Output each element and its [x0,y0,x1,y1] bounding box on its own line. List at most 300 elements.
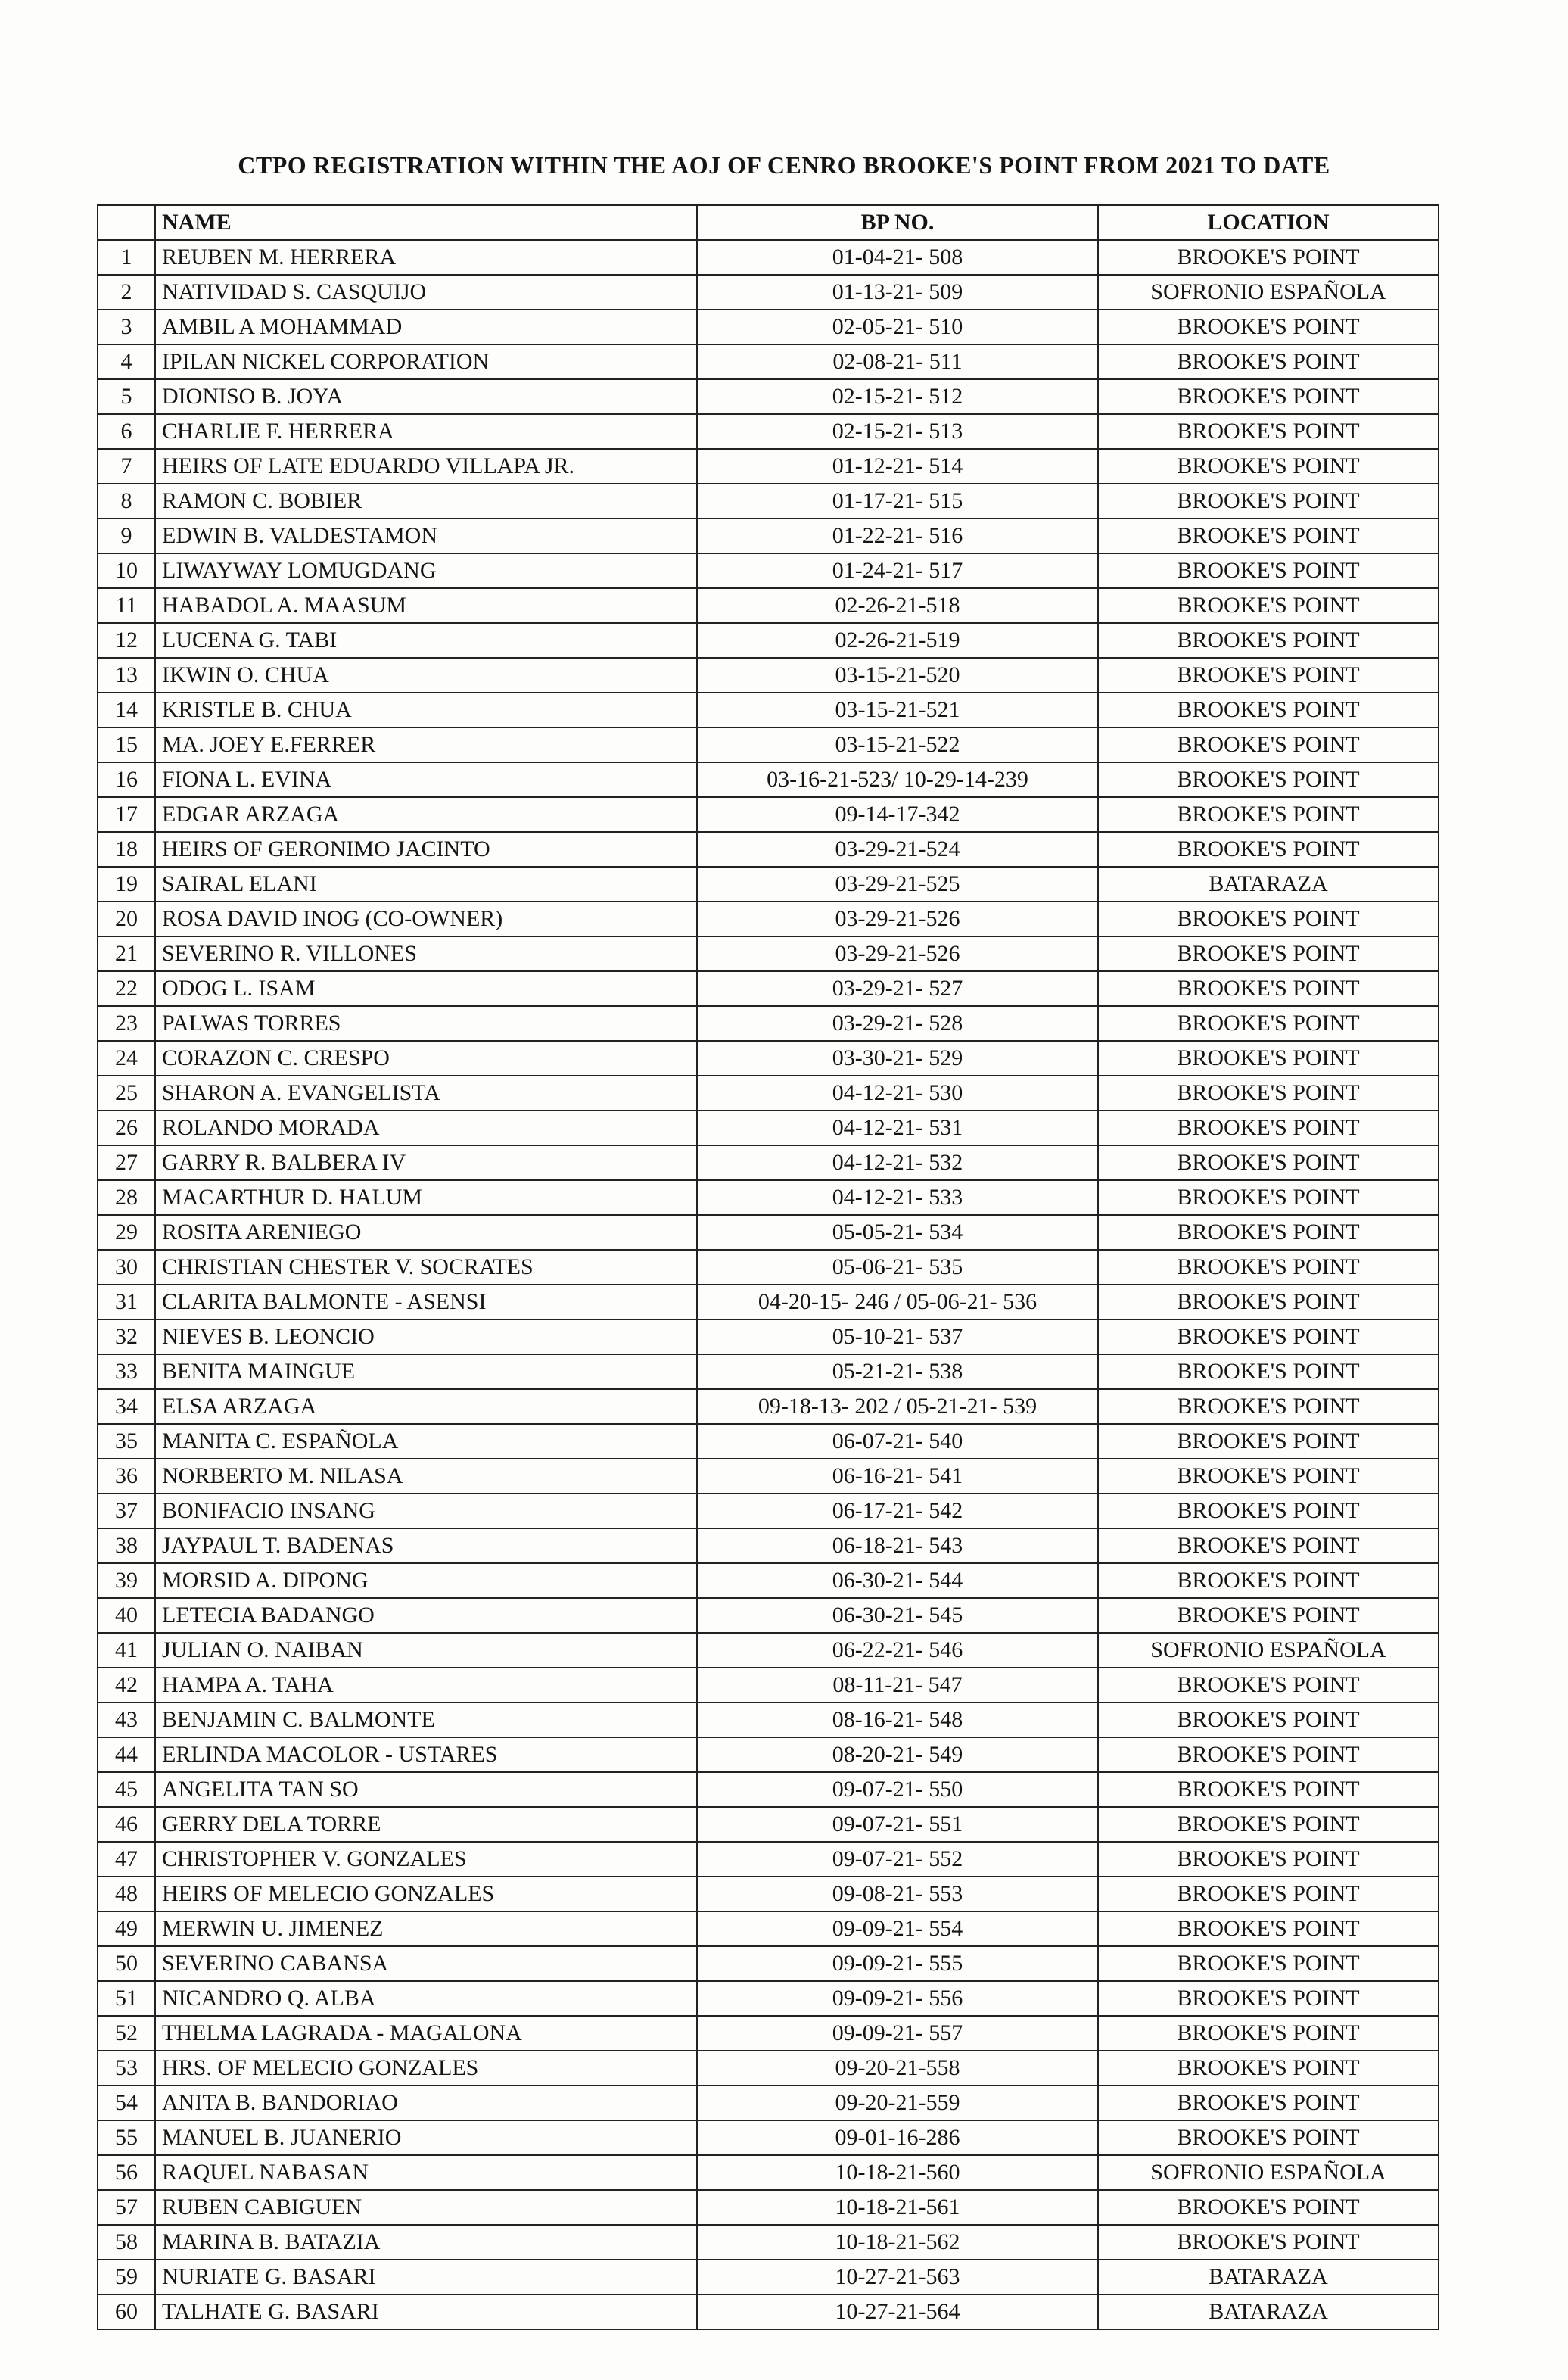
row-bp-no: 06-07-21- 540 [697,1424,1098,1459]
table-row [98,1911,1439,1946]
row-number: 31 [98,1285,155,1319]
row-number: 60 [98,2294,155,2329]
row-location: BROOKE'S POINT [1098,623,1439,658]
row-number: 53 [98,2051,155,2086]
row-location: BROOKE'S POINT [1098,727,1439,762]
row-bp-no: 09-08-21- 553 [697,1877,1098,1911]
row-location: BROOKE'S POINT [1098,1528,1439,1563]
table-row [98,1842,1439,1877]
row-bp-no: 02-05-21- 510 [697,310,1098,344]
table-row [98,484,1439,519]
row-location: BROOKE'S POINT [1098,1215,1439,1250]
row-bp-no: 02-26-21-519 [697,623,1098,658]
row-name: GERRY DELA TORRE [155,1807,697,1842]
table-row [98,379,1439,414]
row-location: BROOKE'S POINT [1098,1772,1439,1807]
row-location: SOFRONIO ESPAÑOLA [1098,275,1439,310]
row-bp-no: 05-10-21- 537 [697,1319,1098,1354]
table-row [98,762,1439,797]
table-row [98,658,1439,693]
row-number: 3 [98,310,155,344]
table-row [98,1528,1439,1563]
row-number: 19 [98,867,155,902]
row-bp-no: 09-09-21- 556 [697,1981,1098,2016]
row-location: BROOKE'S POINT [1098,832,1439,867]
row-name: SEVERINO CABANSA [155,1946,697,1981]
row-bp-no: 10-27-21-563 [697,2260,1098,2294]
row-bp-no: 04-12-21- 530 [697,1076,1098,1111]
row-location: BROOKE'S POINT [1098,1807,1439,1842]
row-bp-no: 09-07-21- 550 [697,1772,1098,1807]
row-number: 10 [98,553,155,588]
row-name: HAMPA A. TAHA [155,1668,697,1702]
row-number: 1 [98,240,155,275]
table-row [98,310,1439,344]
row-name: RAQUEL NABASAN [155,2155,697,2190]
table-row [98,1981,1439,2016]
table-row [98,832,1439,867]
row-bp-no: 05-21-21- 538 [697,1354,1098,1389]
row-bp-no: 08-16-21- 548 [697,1702,1098,1737]
row-number: 44 [98,1737,155,1772]
table-header-row [98,205,1439,240]
row-location: BROOKE'S POINT [1098,2086,1439,2120]
row-number: 34 [98,1389,155,1424]
row-name: TALHATE G. BASARI [155,2294,697,2329]
table-row [98,936,1439,971]
row-number: 11 [98,588,155,623]
row-location: BROOKE'S POINT [1098,519,1439,553]
row-location: BROOKE'S POINT [1098,553,1439,588]
table-row [98,1076,1439,1111]
row-number: 47 [98,1842,155,1877]
row-bp-no: 02-15-21- 513 [697,414,1098,449]
row-name: MARINA B. BATAZIA [155,2225,697,2260]
row-name: IPILAN NICKEL CORPORATION [155,344,697,379]
row-number: 14 [98,693,155,727]
row-number: 18 [98,832,155,867]
row-name: IKWIN O. CHUA [155,658,697,693]
table-row [98,2016,1439,2051]
row-location: BROOKE'S POINT [1098,1668,1439,1702]
row-location: BROOKE'S POINT [1098,449,1439,484]
row-bp-no: 01-04-21- 508 [697,240,1098,275]
row-bp-no: 03-29-21- 527 [697,971,1098,1006]
row-bp-no: 10-18-21-562 [697,2225,1098,2260]
table-row [98,727,1439,762]
table-row [98,1111,1439,1145]
row-number: 13 [98,658,155,693]
row-location: BROOKE'S POINT [1098,1877,1439,1911]
table-row [98,1946,1439,1981]
row-bp-no: 03-15-21-522 [697,727,1098,762]
registration-table [97,204,1439,2330]
table-row [98,344,1439,379]
row-location: BROOKE'S POINT [1098,1389,1439,1424]
row-location: BROOKE'S POINT [1098,1041,1439,1076]
row-bp-no: 10-27-21-564 [697,2294,1098,2329]
row-number: 42 [98,1668,155,1702]
row-bp-no: 09-01-16-286 [697,2120,1098,2155]
row-number: 25 [98,1076,155,1111]
row-location: BROOKE'S POINT [1098,2225,1439,2260]
table-row [98,1633,1439,1668]
table-row [98,449,1439,484]
table-row [98,588,1439,623]
row-location: BROOKE'S POINT [1098,379,1439,414]
row-bp-no: 04-12-21- 533 [697,1180,1098,1215]
row-number: 50 [98,1946,155,1981]
row-bp-no: 09-14-17-342 [697,797,1098,832]
row-name: SEVERINO R. VILLONES [155,936,697,971]
row-bp-no: 03-29-21-525 [697,867,1098,902]
row-name: MANITA C. ESPAÑOLA [155,1424,697,1459]
row-number: 56 [98,2155,155,2190]
row-name: SHARON A. EVANGELISTA [155,1076,697,1111]
row-location: BROOKE'S POINT [1098,1006,1439,1041]
row-number: 12 [98,623,155,658]
row-name: KRISTLE B. CHUA [155,693,697,727]
row-location: BROOKE'S POINT [1098,1145,1439,1180]
row-bp-no: 03-15-21-521 [697,693,1098,727]
row-name: RUBEN CABIGUEN [155,2190,697,2225]
row-bp-no: 03-29-21-526 [697,936,1098,971]
row-location: BROOKE'S POINT [1098,1319,1439,1354]
table-row [98,2225,1439,2260]
row-name: NICANDRO Q. ALBA [155,1981,697,2016]
table-row [98,1772,1439,1807]
row-location: BROOKE'S POINT [1098,762,1439,797]
table-row [98,1041,1439,1076]
row-number: 24 [98,1041,155,1076]
row-number: 15 [98,727,155,762]
row-bp-no: 06-30-21- 544 [697,1563,1098,1598]
row-location: BROOKE'S POINT [1098,1563,1439,1598]
document-title: CTPO REGISTRATION WITHIN THE AOJ OF CENRO BROOKE'S POINT FROM 2021 TO DATE [238,151,1330,179]
row-bp-no: 01-17-21- 515 [697,484,1098,519]
row-bp-no: 01-13-21- 509 [697,275,1098,310]
row-bp-no: 06-18-21- 543 [697,1528,1098,1563]
row-name: DIONISO B. JOYA [155,379,697,414]
row-location: BROOKE'S POINT [1098,1459,1439,1494]
row-bp-no: 09-20-21-558 [697,2051,1098,2086]
table-row [98,519,1439,553]
row-location: BROOKE'S POINT [1098,797,1439,832]
row-bp-no: 05-05-21- 534 [697,1215,1098,1250]
row-name: CORAZON C. CRESPO [155,1041,697,1076]
row-location: BROOKE'S POINT [1098,2016,1439,2051]
row-bp-no: 04-12-21- 531 [697,1111,1098,1145]
row-number: 39 [98,1563,155,1598]
column-header-location: LOCATION [1098,205,1439,240]
row-number: 20 [98,902,155,936]
row-name: NORBERTO M. NILASA [155,1459,697,1494]
row-name: ROSA DAVID INOG (CO-OWNER) [155,902,697,936]
row-number: 43 [98,1702,155,1737]
row-bp-no: 02-26-21-518 [697,588,1098,623]
row-location: BROOKE'S POINT [1098,2190,1439,2225]
table-row [98,1006,1439,1041]
row-number: 27 [98,1145,155,1180]
column-header-number [98,205,155,240]
row-bp-no: 03-30-21- 529 [697,1041,1098,1076]
row-bp-no: 08-11-21- 547 [697,1668,1098,1702]
row-name: ROLANDO MORADA [155,1111,697,1145]
table-row [98,2260,1439,2294]
row-number: 58 [98,2225,155,2260]
row-number: 21 [98,936,155,971]
row-name: EDGAR ARZAGA [155,797,697,832]
table-row [98,902,1439,936]
row-location: BROOKE'S POINT [1098,1981,1439,2016]
row-bp-no: 03-29-21-524 [697,832,1098,867]
row-number: 5 [98,379,155,414]
table-row [98,414,1439,449]
table-row [98,1424,1439,1459]
row-number: 48 [98,1877,155,1911]
table-row [98,2120,1439,2155]
row-bp-no: 09-09-21- 555 [697,1946,1098,1981]
table-row [98,1563,1439,1598]
row-bp-no: 06-30-21- 545 [697,1598,1098,1633]
row-number: 46 [98,1807,155,1842]
row-name: BENJAMIN C. BALMONTE [155,1702,697,1737]
row-bp-no: 09-09-21- 554 [697,1911,1098,1946]
row-location: BROOKE'S POINT [1098,1737,1439,1772]
row-name: CLARITA BALMONTE - ASENSI [155,1285,697,1319]
row-number: 29 [98,1215,155,1250]
table-row [98,797,1439,832]
table-row [98,1598,1439,1633]
row-bp-no: 01-22-21- 516 [697,519,1098,553]
row-name: MANUEL B. JUANERIO [155,2120,697,2155]
row-bp-no: 09-20-21-559 [697,2086,1098,2120]
row-location: BATARAZA [1098,2294,1439,2329]
row-number: 6 [98,414,155,449]
row-name: JAYPAUL T. BADENAS [155,1528,697,1563]
row-location: BROOKE'S POINT [1098,2120,1439,2155]
row-location: BROOKE'S POINT [1098,971,1439,1006]
row-location: BROOKE'S POINT [1098,693,1439,727]
row-number: 36 [98,1459,155,1494]
row-number: 8 [98,484,155,519]
row-location: BROOKE'S POINT [1098,936,1439,971]
row-bp-no: 03-15-21-520 [697,658,1098,693]
row-location: BROOKE'S POINT [1098,1076,1439,1111]
table-row [98,1250,1439,1285]
row-location: BROOKE'S POINT [1098,1180,1439,1215]
row-number: 40 [98,1598,155,1633]
row-number: 57 [98,2190,155,2225]
row-name: ANGELITA TAN SO [155,1772,697,1807]
row-location: BROOKE'S POINT [1098,588,1439,623]
row-name: EDWIN B. VALDESTAMON [155,519,697,553]
row-number: 54 [98,2086,155,2120]
row-location: SOFRONIO ESPAÑOLA [1098,2155,1439,2190]
row-name: HEIRS OF GERONIMO JACINTO [155,832,697,867]
table-row [98,1215,1439,1250]
row-name: BONIFACIO INSANG [155,1494,697,1528]
row-bp-no: 09-18-13- 202 / 05-21-21- 539 [697,1389,1098,1424]
row-bp-no: 09-07-21- 552 [697,1842,1098,1877]
row-name: MACARTHUR D. HALUM [155,1180,697,1215]
row-bp-no: 10-18-21-560 [697,2155,1098,2190]
table-row [98,623,1439,658]
row-name: CHRISTOPHER V. GONZALES [155,1842,697,1877]
row-location: BROOKE'S POINT [1098,310,1439,344]
table-row [98,2294,1439,2329]
table-row [98,971,1439,1006]
row-location: BROOKE'S POINT [1098,1702,1439,1737]
row-bp-no: 04-20-15- 246 / 05-06-21- 536 [697,1285,1098,1319]
row-name: CHARLIE F. HERRERA [155,414,697,449]
table-row [98,2086,1439,2120]
row-name: LETECIA BADANGO [155,1598,697,1633]
table-row [98,2190,1439,2225]
row-location: BROOKE'S POINT [1098,414,1439,449]
row-bp-no: 06-16-21- 541 [697,1459,1098,1494]
row-number: 32 [98,1319,155,1354]
row-location: BROOKE'S POINT [1098,484,1439,519]
row-name: NATIVIDAD S. CASQUIJO [155,275,697,310]
row-location: BROOKE'S POINT [1098,1424,1439,1459]
row-location: BROOKE'S POINT [1098,1354,1439,1389]
row-location: BATARAZA [1098,2260,1439,2294]
row-number: 22 [98,971,155,1006]
row-bp-no: 02-15-21- 512 [697,379,1098,414]
row-number: 2 [98,275,155,310]
row-number: 9 [98,519,155,553]
row-name: GARRY R. BALBERA IV [155,1145,697,1180]
row-bp-no: 03-29-21-526 [697,902,1098,936]
table-row [98,1737,1439,1772]
table-row [98,1354,1439,1389]
row-location: BROOKE'S POINT [1098,1494,1439,1528]
row-name: ERLINDA MACOLOR - USTARES [155,1737,697,1772]
row-number: 41 [98,1633,155,1668]
row-bp-no: 05-06-21- 535 [697,1250,1098,1285]
table-row [98,1285,1439,1319]
table-row [98,240,1439,275]
row-name: MERWIN U. JIMENEZ [155,1911,697,1946]
row-location: BROOKE'S POINT [1098,1250,1439,1285]
table-row [98,1180,1439,1215]
row-name: NURIATE G. BASARI [155,2260,697,2294]
table-row [98,1702,1439,1737]
row-location: BROOKE'S POINT [1098,658,1439,693]
row-name: SAIRAL ELANI [155,867,697,902]
table-row [98,1494,1439,1528]
row-bp-no: 09-09-21- 557 [697,2016,1098,2051]
row-number: 7 [98,449,155,484]
row-number: 17 [98,797,155,832]
row-name: MA. JOEY E.FERRER [155,727,697,762]
row-name: LUCENA G. TABI [155,623,697,658]
row-number: 28 [98,1180,155,1215]
row-bp-no: 08-20-21- 549 [697,1737,1098,1772]
row-bp-no: 03-16-21-523/ 10-29-14-239 [697,762,1098,797]
row-name: PALWAS TORRES [155,1006,697,1041]
row-location: BROOKE'S POINT [1098,1598,1439,1633]
row-location: BROOKE'S POINT [1098,902,1439,936]
row-name: ROSITA ARENIEGO [155,1215,697,1250]
row-number: 26 [98,1111,155,1145]
row-number: 30 [98,1250,155,1285]
row-bp-no: 06-17-21- 542 [697,1494,1098,1528]
table-row [98,1389,1439,1424]
row-location: BROOKE'S POINT [1098,2051,1439,2086]
table-row [98,275,1439,310]
row-location: BROOKE'S POINT [1098,1842,1439,1877]
table-row [98,693,1439,727]
table-row [98,2155,1439,2190]
row-name: HEIRS OF MELECIO GONZALES [155,1877,697,1911]
row-name: FIONA L. EVINA [155,762,697,797]
row-name: REUBEN M. HERRERA [155,240,697,275]
row-location: BROOKE'S POINT [1098,1111,1439,1145]
row-number: 33 [98,1354,155,1389]
row-number: 4 [98,344,155,379]
row-location: BROOKE'S POINT [1098,344,1439,379]
row-number: 35 [98,1424,155,1459]
table-row [98,2051,1439,2086]
row-number: 59 [98,2260,155,2294]
row-name: HEIRS OF LATE EDUARDO VILLAPA JR. [155,449,697,484]
row-name: MORSID A. DIPONG [155,1563,697,1598]
row-name: HRS. OF MELECIO GONZALES [155,2051,697,2086]
table-body [98,240,1439,2329]
row-number: 49 [98,1911,155,1946]
row-location: BROOKE'S POINT [1098,240,1439,275]
row-bp-no: 06-22-21- 546 [697,1633,1098,1668]
row-bp-no: 10-18-21-561 [697,2190,1098,2225]
row-name: HABADOL A. MAASUM [155,588,697,623]
row-number: 52 [98,2016,155,2051]
row-name: BENITA MAINGUE [155,1354,697,1389]
table-row [98,1319,1439,1354]
row-bp-no: 02-08-21- 511 [697,344,1098,379]
row-location: BROOKE'S POINT [1098,1285,1439,1319]
row-number: 55 [98,2120,155,2155]
row-name: JULIAN O. NAIBAN [155,1633,697,1668]
row-name: ODOG L. ISAM [155,971,697,1006]
row-location: BROOKE'S POINT [1098,1946,1439,1981]
row-name: ANITA B. BANDORIAO [155,2086,697,2120]
row-bp-no: 01-24-21- 517 [697,553,1098,588]
row-number: 45 [98,1772,155,1807]
row-number: 51 [98,1981,155,2016]
row-name: RAMON C. BOBIER [155,484,697,519]
table-row [98,553,1439,588]
table-row [98,1807,1439,1842]
table-row [98,1877,1439,1911]
row-number: 37 [98,1494,155,1528]
column-header-name: NAME [155,205,697,240]
row-name: AMBIL A MOHAMMAD [155,310,697,344]
row-bp-no: 03-29-21- 528 [697,1006,1098,1041]
row-location: SOFRONIO ESPAÑOLA [1098,1633,1439,1668]
table-row [98,1668,1439,1702]
table-row [98,1145,1439,1180]
row-name: ELSA ARZAGA [155,1389,697,1424]
row-location: BATARAZA [1098,867,1439,902]
row-bp-no: 09-07-21- 551 [697,1807,1098,1842]
table-row [98,867,1439,902]
row-name: NIEVES B. LEONCIO [155,1319,697,1354]
row-number: 23 [98,1006,155,1041]
row-number: 38 [98,1528,155,1563]
row-name: CHRISTIAN CHESTER V. SOCRATES [155,1250,697,1285]
